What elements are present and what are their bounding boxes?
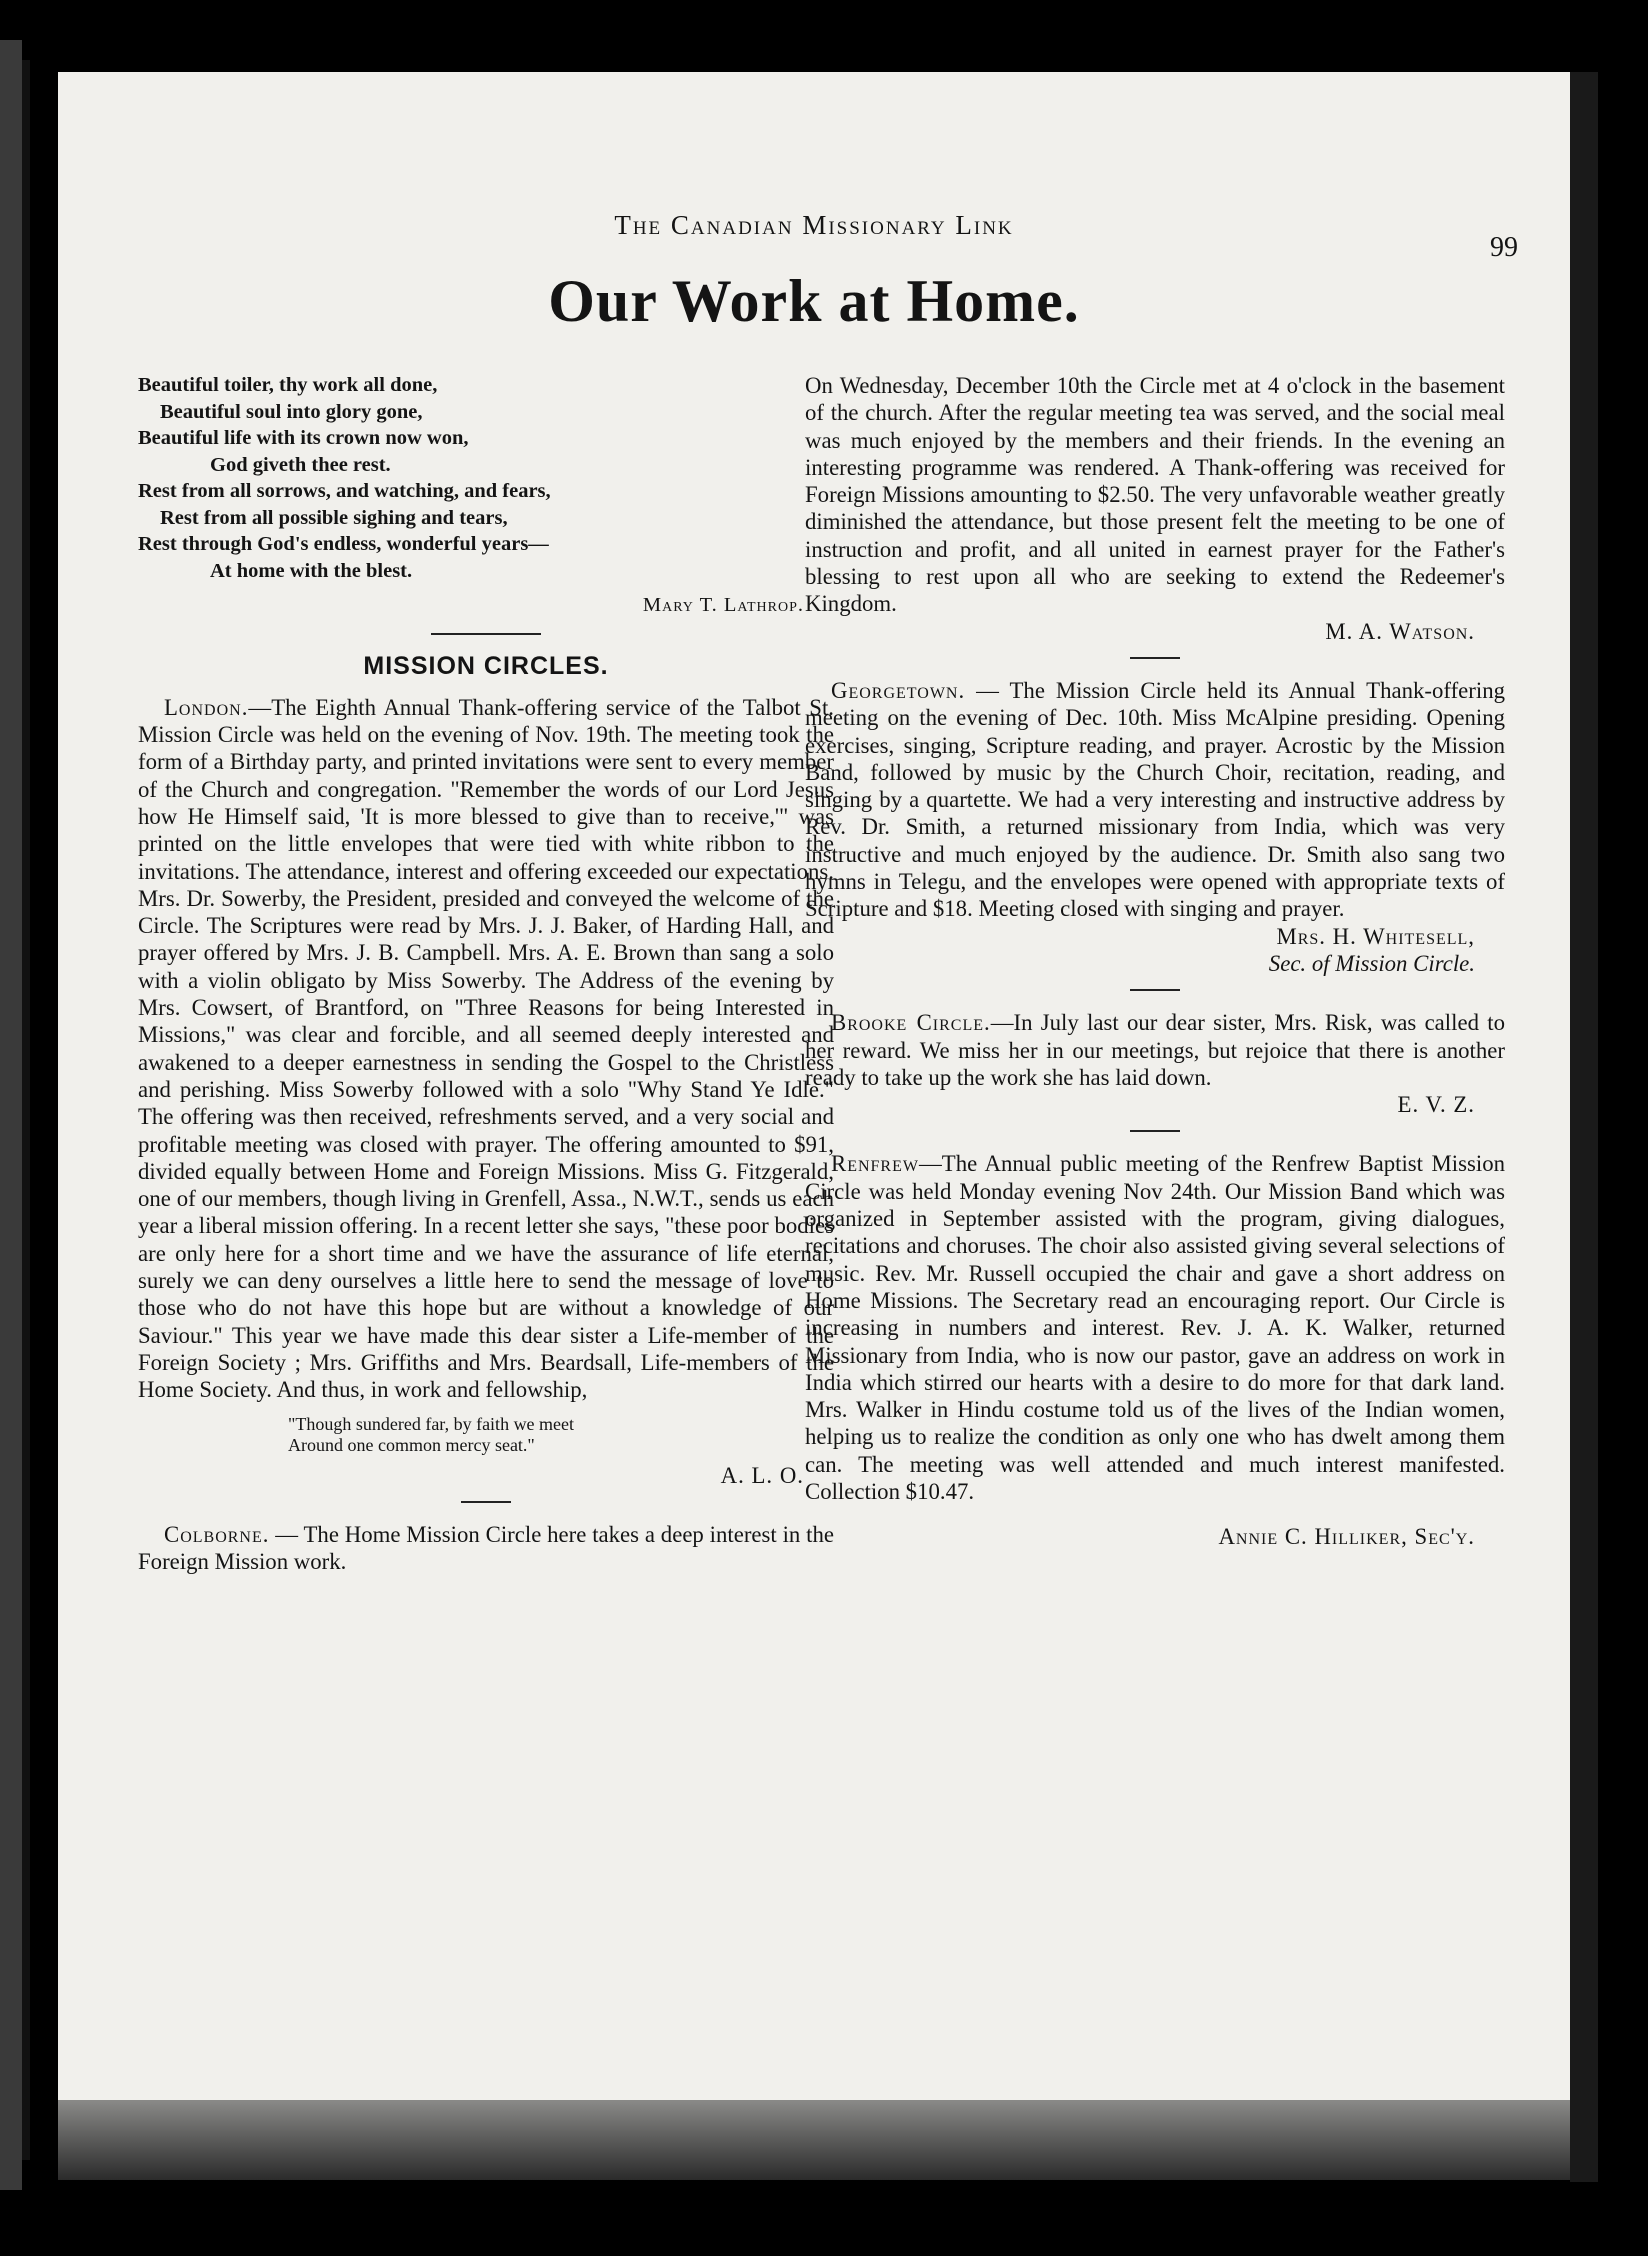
page-edge-right (1570, 72, 1598, 2182)
poem-line: Beautiful soul into glory gone, (160, 400, 423, 423)
article-brooke (805, 1009, 1505, 1091)
article-text: On Wednesday, December 10th the Circle met at 4 o'clock in the basement of the church. After the regular meeting tea was served, and the social meal was much enjoyed by the members and their friends. In the evening an interesting programme was rendered. A Thank-offering was received for Foreign Missions amounting to $2.50. The very unfavorable weather greatly diminished the attendance, but those present felt the meeting to be one of instruction and profit, and all united in earnest prayer for the Father's blessing to rest upon all who are seeking to extend the Redeemer's Kingdom. (805, 373, 1505, 617)
right-column (805, 372, 1505, 1551)
article-signature: E. V. Z. (1397, 1092, 1475, 1118)
divider (1130, 657, 1180, 659)
poem-author: Mary T. Lathrop. (642, 594, 804, 616)
article-colborne (138, 1521, 834, 1576)
article-signature: M. A. Watson. (1325, 618, 1475, 644)
article-text: —In July last our dear sister, Mrs. Risk, was called to her reward. We miss her in our meetings, but rejoice that there is another ready to take up the work she has laid down. (805, 1010, 1505, 1090)
poem (138, 372, 834, 619)
page-bottom-edge (58, 2100, 1570, 2180)
page-title: Our Work at Home. (548, 268, 1080, 334)
magazine-page (58, 72, 1570, 2180)
quote-line: Around one common mercy seat." (288, 1434, 535, 1455)
article-signature: Mrs. H. Whitesell, (1276, 923, 1475, 949)
article-lead: London. (164, 694, 249, 720)
article-text: —The Eighth Annual Thank-offering service of the Talbot St. Mission Circle was held on the evening of Nov. 19th. The meeting took the form of a Birthday party, and printed invitations were sent to every member of the Church and congregation. "Remember the words of our Lord Jesus how He Himself said, 'It is more blessed to give than to receive,'" was printed on the little envelopes that were tied with white ribbon to the invitations. The attendance, interest and offering exceeded our expectations. Mrs. Dr. Sowerby, the President, presided and conveyed the welcome of the Circle. The Scriptures were read by Mrs. J. J. Baker, of Harding Hall, and prayer offered by Mrs. J. B. Campbell. Mrs. A. E. Brown than sang a solo with a violin obligato by Miss Sowerby. The Address of the evening by Mrs. Cowsert, of Brantford, on "Three Reasons for being Interested in Missions," was clear and forcible, and all seemed deeply interested and awakened to a deeper earnestness in sending the Gospel to the Christless and perishing. Miss Sowerby followed with a solo "Why Stand Ye Idle." The offering was then received, refreshments served, and a very social and profitable meeting was closed with prayer. The offering amounted to $91, divided equally between Home and Foreign Missions. Miss G. Fitzgerald, one of our members, though living in Grenfell, Assa., N.W.T., sends us each year a liberal mission offering. In a recent letter she says, "these poor bodies are only here for a short time and we have the assurance of life eternal, surely we can deny ourselves a little here to send the message of love to those who do not have this hope but are without a knowledge of our Saviour." This year we have made this dear sister a Life-member of the Foreign Society ; Mrs. Griffiths and Mrs. Beardsall, Life-members of the Home Society. And thus, in work and fellowship, (138, 694, 834, 1403)
divider (431, 633, 541, 635)
article-colborne-continued (805, 372, 1505, 618)
running-head: The Canadian Missionary Link (614, 210, 1014, 240)
article-london (138, 694, 834, 1404)
article-lead: Renfrew (831, 1151, 919, 1177)
article-lead: Brooke Circle. (831, 1010, 991, 1036)
article-text: — The Home Mission Circle here takes a deep interest in the Foreign Mission work. (138, 1521, 834, 1575)
book-spine (0, 40, 22, 2190)
section-heading: MISSION CIRCLES. (363, 651, 609, 680)
left-column (138, 372, 834, 1575)
quotation (138, 1414, 834, 1456)
article-georgetown (805, 677, 1505, 923)
page-number: 99 (1490, 232, 1518, 263)
article-signature: A. L. O. (720, 1462, 804, 1488)
article-lead: Georgetown. (831, 677, 966, 703)
article-lead: Colborne. (164, 1521, 270, 1547)
article-signature: Annie C. Hilliker, Sec'y. (1218, 1524, 1475, 1550)
divider (1130, 1130, 1180, 1132)
article-text: —The Annual public meeting of the Renfrew Baptist Mission Circle was held Monday evening Nov 24th. Our Mission Band which was organized in September assisted with the program, giving dialogues, recitations and choruses. The choir also assisted giving several selections of music. Rev. Mr. Russell occupied the chair and gave a short address on Home Missions. The Secretary read an encouraging report. Our Circle is increasing in numbers and interest. Rev. J. A. K. Walker, returned Missionary from India, who is now our pastor, gave an address on work in India which stirred our hearts with a desire to do more for that dark land. Mrs. Walker in Hindu costume told us of the lives of the Indian women, helping us to realize the condition as only one who has dwelt among them can. The meeting was well attended and much interest manifested. Collection $10.47. (805, 1151, 1505, 1504)
quote-line: "Though sundered far, by faith we meet (288, 1413, 575, 1434)
poem-line: Beautiful life with its crown now won, (138, 427, 469, 449)
poem-line: Beautiful toiler, thy work all done, (138, 374, 438, 396)
poem-line: God giveth thee rest. (210, 453, 391, 476)
poem-line: Rest from all sorrows, and watching, and fears, (138, 480, 551, 502)
article-renfrew (805, 1150, 1505, 1505)
article-text: — The Mission Circle held its Annual Thank-offering meeting on the evening of Dec. 10th. Miss McAlpine presiding. Opening exercises, singing, Scripture reading, and prayer. Acrostic by the Mission Band, followed by music by the Church Choir, recitation, reading, and singing by a quartette. We had a very interesting and instructive address by Rev. Dr. Smith, a returned missionary from India, which was very instructive and much enjoyed by the audience. Dr. Smith also sang two hymns in Telegu, and the envelopes were opened with appropriate texts of Scripture and $18. Meeting closed with singing and prayer. (805, 677, 1505, 922)
poem-line: Rest through God's endless, wonderful years— (138, 533, 549, 555)
spacer (805, 1505, 1505, 1523)
poem-line: At home with the blest. (210, 559, 413, 582)
divider (461, 1501, 511, 1503)
divider (1130, 989, 1180, 991)
spine-edge (22, 60, 30, 2160)
poem-line: Rest from all possible sighing and tears, (160, 506, 508, 529)
article-signature-title: Sec. of Mission Circle. (1268, 950, 1475, 976)
